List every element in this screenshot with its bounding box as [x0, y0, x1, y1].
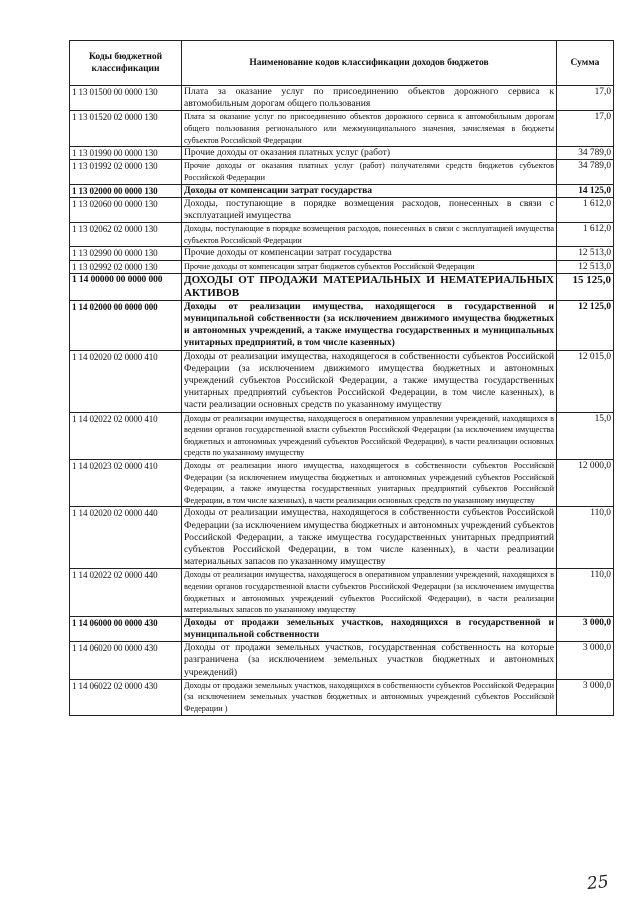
- name-cell: Доходы от реализации иного имущества, находящегося в собственности субъектов Российской Федерации (за исключением имущества бюджетных и автономных учреждений субъектов Российской Федерации, а также имущества государственных унитарных предприятий субъектов Российской Федерации, в том числе казенных), в части реализации основных средств по указанному имуществу: [182, 459, 557, 506]
- sum-cell: 12 015,0: [557, 350, 614, 412]
- sum-cell: 15 125,0: [557, 273, 614, 300]
- table-body: [70, 86, 614, 716]
- code-cell: 1 13 02000 00 0000 130: [70, 184, 182, 197]
- sum-cell: 110,0: [557, 507, 614, 569]
- code-cell: 1 13 02990 00 0000 130: [70, 247, 182, 260]
- code-cell: 1 14 06020 00 0000 430: [70, 642, 182, 680]
- name-cell: Прочие доходы от оказания платных услуг (работ): [182, 147, 557, 160]
- sum-cell: 3 000,0: [557, 679, 614, 715]
- sum-cell: 3 000,0: [557, 616, 614, 641]
- code-cell: 1 13 02062 02 0000 130: [70, 223, 182, 247]
- name-cell: Доходы, поступающие в порядке возмещения расходов, понесенных в связи с эксплуатацией имущества: [182, 197, 557, 222]
- sum-cell: 110,0: [557, 569, 614, 616]
- sum-cell: 14 125,0: [557, 184, 614, 197]
- sum-cell: 15,0: [557, 412, 614, 459]
- table-row: [70, 412, 614, 459]
- name-cell: Плата за оказание услуг по присоединению объектов дорожного сервиса к автомобильным дорогам общего пользования регионального или межмуниципального значения, зачисляемая в бюджеты субъектов Российской Федерации: [182, 111, 557, 147]
- page-number: 25: [586, 871, 610, 895]
- table-row: [70, 616, 614, 641]
- code-cell: 1 14 02023 02 0000 410: [70, 459, 182, 506]
- sum-cell: 12 513,0: [557, 260, 614, 273]
- header-code: Коды бюджетной классификации: [70, 41, 182, 86]
- name-cell: Доходы от реализации имущества, находящегося в государственной и муниципальной собственности (за исключением движимого имущества бюджетных и автономных учреждений, а также имущества государственных и муниципальных унитарных предприятий, в том числе казенных): [182, 300, 557, 350]
- name-cell: Доходы от реализации имущества, находящегося в оперативном управлении учреждений, находящихся в ведении органов государственной власти субъектов Российской Федерации (за исключением имущества бюджетных и автономных учреждений субъектов Российской Федерации), в части реализации материальных запасов по указанному имуществу: [182, 569, 557, 616]
- name-cell: Доходы от реализации имущества, находящегося в оперативном управлении учреждений, находящихся в ведении органов государственной власти субъектов Российской Федерации (за исключением имущества бюджетных и автономных учреждений субъектов Российской Федерации), в части реализации основных средств по указанному имуществу: [182, 412, 557, 459]
- name-cell: Прочие доходы от компенсации затрат государства: [182, 247, 557, 260]
- budget-revenue-table: [69, 40, 614, 716]
- code-cell: 1 14 02022 02 0000 440: [70, 569, 182, 616]
- code-cell: 1 14 02022 02 0000 410: [70, 412, 182, 459]
- sum-cell: 12 125,0: [557, 300, 614, 350]
- table-row: [70, 507, 614, 569]
- table-row: [70, 111, 614, 147]
- table-row: [70, 642, 614, 680]
- table-row: [70, 86, 614, 111]
- table-row: [70, 184, 614, 197]
- table-row: [70, 273, 614, 300]
- code-cell: 1 13 01992 02 0000 130: [70, 160, 182, 184]
- table-row: [70, 223, 614, 247]
- table-row: [70, 197, 614, 222]
- code-cell: 1 13 01990 00 0000 130: [70, 147, 182, 160]
- table-row: [70, 679, 614, 715]
- table-row: [70, 147, 614, 160]
- table-header-row: [70, 41, 614, 86]
- name-cell: Доходы от компенсации затрат государства: [182, 184, 557, 197]
- table-row: [70, 350, 614, 412]
- name-cell: Доходы от продажи земельных участков, находящихся в государственной и муниципальной собственности: [182, 616, 557, 641]
- code-cell: 1 13 02992 02 0000 130: [70, 260, 182, 273]
- sum-cell: 12 513,0: [557, 247, 614, 260]
- name-cell: Доходы от продажи земельных участков, находящихся в собственности субъектов Российской Федерации (за исключением земельных участков бюджетных и автономных учреждений субъектов Российской Федерации ): [182, 679, 557, 715]
- table-row: [70, 260, 614, 273]
- code-cell: 1 13 02060 00 0000 130: [70, 197, 182, 222]
- name-cell: ДОХОДЫ ОТ ПРОДАЖИ МАТЕРИАЛЬНЫХ И НЕМАТЕРИАЛЬНЫХ АКТИВОВ: [182, 273, 557, 300]
- table-row: [70, 459, 614, 506]
- code-cell: 1 14 00000 00 0000 000: [70, 273, 182, 300]
- name-cell: Плата за оказание услуг по присоединению объектов дорожного сервиса к автомобильным дорогам общего пользования: [182, 86, 557, 111]
- header-name: Наименование кодов классификации доходов бюджетов: [182, 41, 557, 86]
- table-row: [70, 160, 614, 184]
- sum-cell: 34 789,0: [557, 147, 614, 160]
- table-row: [70, 569, 614, 616]
- code-cell: 1 14 02020 02 0000 410: [70, 350, 182, 412]
- code-cell: 1 13 01500 00 0000 130: [70, 86, 182, 111]
- table-row: [70, 247, 614, 260]
- table-row: [70, 300, 614, 350]
- name-cell: Доходы от реализации имущества, находящегося в собственности субъектов Российской Федерации (за исключением имущества бюджетных и автономных учреждений субъектов Российской Федерации, а также имущества государственных унитарных предприятий субъектов Российской Федерации, в том числе казенных), в части реализации материальных запасов по указанному имуществу: [182, 507, 557, 569]
- code-cell: 1 14 02000 00 0000 000: [70, 300, 182, 350]
- header-sum: Сумма: [557, 41, 614, 86]
- code-cell: 1 14 06022 02 0000 430: [70, 679, 182, 715]
- code-cell: 1 14 06000 00 0000 430: [70, 616, 182, 641]
- name-cell: Прочие доходы от оказания платных услуг (работ) получателями средств бюджетов субъектов Российской Федерации: [182, 160, 557, 184]
- code-cell: 1 14 02020 02 0000 440: [70, 507, 182, 569]
- sum-cell: 3 000,0: [557, 642, 614, 680]
- name-cell: Доходы от реализации имущества, находящегося в собственности субъектов Российской Федерации (за исключением движимого имущества бюджетных и автономных учреждений субъектов Российской Федерации, а также имущества государственных унитарных предприятий субъектов Российской Федерации, в том числе казенных), в части реализации основных средств по указанному имуществу: [182, 350, 557, 412]
- name-cell: Доходы, поступающие в порядке возмещения расходов, понесенных в связи с эксплуатацией имущества субъектов Российской Федерации: [182, 223, 557, 247]
- sum-cell: 17,0: [557, 86, 614, 111]
- sum-cell: 12 000,0: [557, 459, 614, 506]
- sum-cell: 34 789,0: [557, 160, 614, 184]
- sum-cell: 17,0: [557, 111, 614, 147]
- code-cell: 1 13 01520 02 0000 130: [70, 111, 182, 147]
- name-cell: Доходы от продажи земельных участков, государственная собственность на которые разграничена (за исключением земельных участков бюджетных и автономных учреждений): [182, 642, 557, 680]
- sum-cell: 1 612,0: [557, 223, 614, 247]
- sum-cell: 1 612,0: [557, 197, 614, 222]
- name-cell: Прочие доходы от компенсации затрат бюджетов субъектов Российской Федерации: [182, 260, 557, 273]
